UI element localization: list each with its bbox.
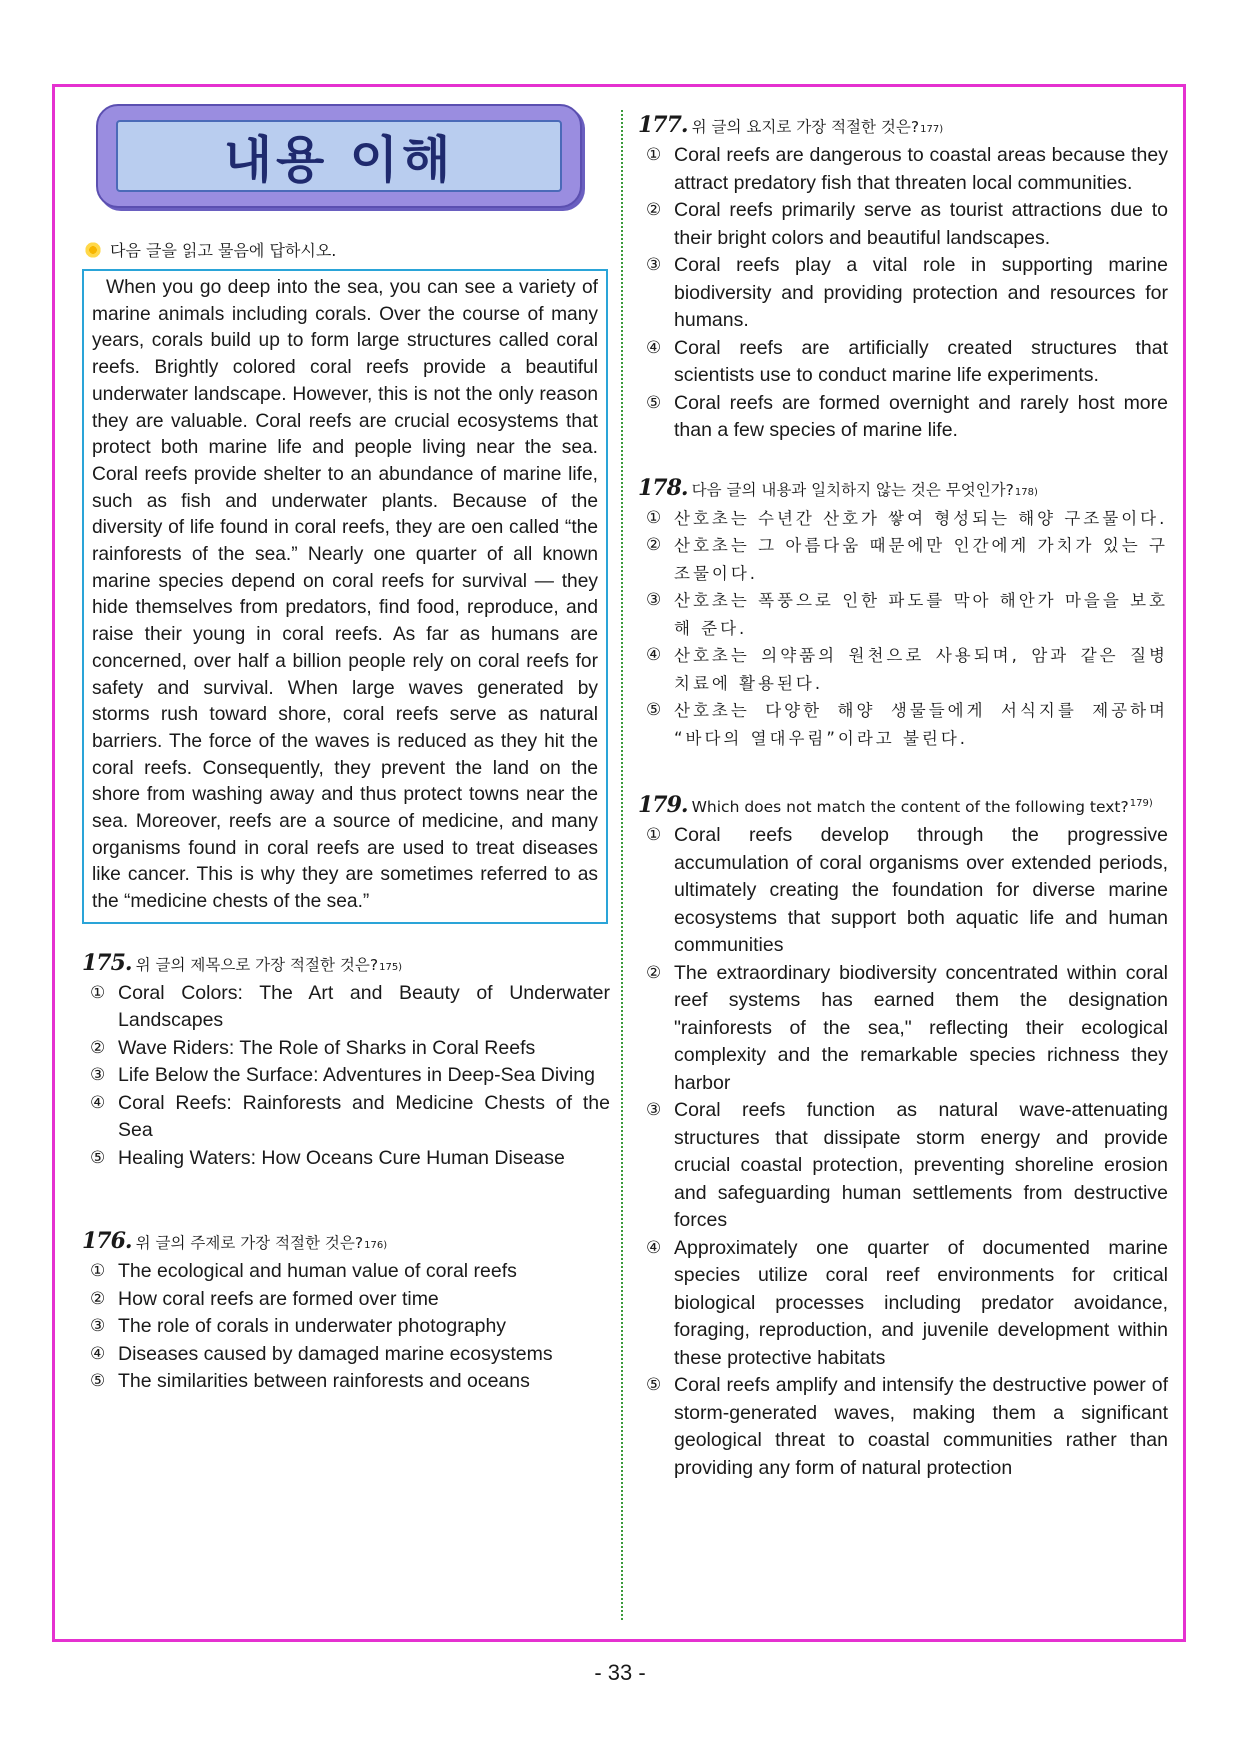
question-number: 178.: [638, 474, 688, 501]
page-title: 내용 이해: [223, 131, 455, 189]
option-text: Coral reefs are artificially created structures that scientists use to conduct marine life experiments.: [674, 336, 1168, 386]
option[interactable]: [82, 1090, 610, 1145]
option-text: Healing Waters: How Oceans Cure Human Disease: [118, 1146, 565, 1169]
footnote-ref: 178): [1014, 486, 1038, 498]
option[interactable]: [638, 587, 1168, 642]
option[interactable]: [638, 1235, 1168, 1373]
option-mark: ②: [90, 1288, 106, 1309]
option-mark: ②: [90, 1037, 106, 1058]
question-prompt: 위 글의 제목으로 가장 적절한 것은?: [135, 955, 379, 974]
option[interactable]: [638, 532, 1168, 587]
option[interactable]: [82, 1062, 610, 1090]
option[interactable]: [82, 1341, 610, 1369]
option-text: Coral reefs are formed overnight and rarely host more than a few species of marine life.: [674, 391, 1168, 441]
option-mark: ⑤: [90, 1371, 106, 1392]
question-number: 179.: [638, 792, 688, 818]
question-number: 177.: [638, 112, 688, 138]
question-175: [82, 950, 610, 1173]
column-divider: [621, 110, 623, 1620]
option[interactable]: [638, 142, 1168, 197]
option-mark: ④: [646, 1237, 662, 1258]
question-prompt-text: Which does not match the content of the following text?: [691, 798, 1129, 816]
option-mark: ③: [646, 590, 662, 610]
option[interactable]: [82, 1258, 610, 1286]
option-text: 산호초는 다양한 해양 생물들에게 서식지를 제공하며 “바다의 열대우림”이라고 불린다.: [674, 701, 1168, 748]
option-text: Coral reefs function as natural wave-attenuating structures that dissipate storm energy and provide crucial coastal protection, preventing shoreline erosion and safeguarding human settlements from destructive forces: [674, 1099, 1168, 1231]
option[interactable]: [638, 335, 1168, 390]
option-mark: ③: [646, 255, 662, 275]
option-text: 산호초는 의약품의 원천으로 사용되며, 암과 같은 질병 치료에 활용된다.: [674, 646, 1168, 693]
option[interactable]: [638, 822, 1168, 960]
option-mark: ④: [646, 337, 662, 358]
question-prompt: 위 글의 요지로 가장 적절한 것은?: [691, 118, 920, 136]
option-mark: ①: [90, 982, 106, 1003]
option[interactable]: [82, 980, 610, 1035]
page-number: - 33 -: [594, 1660, 646, 1685]
question-178: [638, 475, 1168, 753]
question-177: [638, 112, 1168, 445]
option-mark: ④: [646, 645, 662, 665]
option[interactable]: [82, 1145, 610, 1173]
option-mark: ④: [90, 1343, 106, 1364]
question-prompt: 위 글의 주제로 가장 적절한 것은?: [135, 1234, 364, 1253]
option-mark: ④: [90, 1092, 106, 1113]
title-banner-inner: [116, 120, 562, 192]
option-mark: ③: [90, 1316, 106, 1337]
option-mark: ①: [646, 507, 662, 528]
option[interactable]: [82, 1368, 610, 1396]
option-mark: ①: [90, 1261, 106, 1282]
option-mark: ②: [646, 200, 662, 220]
option[interactable]: [638, 390, 1168, 445]
option[interactable]: [638, 505, 1168, 533]
option-text: Coral Colors: The Art and Beauty of Underwater Landscapes: [118, 981, 610, 1032]
option[interactable]: [82, 1035, 610, 1063]
left-column: [82, 104, 610, 1396]
option-text: 산호초는 수년간 산호가 쌓여 형성되는 해양 구조물이다.: [674, 508, 1168, 528]
option-text: The extraordinary biodiversity concentrated within coral reef systems has earned them the designation "rainforests of the sea," reflecting their ecological complexity and the remarkable species richness they harbor: [674, 961, 1168, 1094]
title-banner: [96, 104, 582, 208]
question-176: [82, 1228, 610, 1396]
option-text: 산호초는 그 아름다움 때문에만 인간에게 가치가 있는 구조물이다.: [674, 536, 1168, 583]
option-text: Coral Reefs: Rainforests and Medicine Chests of the Sea: [118, 1091, 610, 1142]
option[interactable]: [638, 642, 1168, 697]
flower-icon: [84, 241, 102, 259]
option-text: Coral reefs primarily serve as tourist attractions due to their bright colors and beautiful landscapes.: [674, 199, 1168, 249]
option-text: 산호초는 폭풍으로 인한 파도를 막아 해안가 마을을 보호해 준다.: [674, 591, 1168, 638]
option-mark: ①: [646, 825, 662, 845]
option[interactable]: [638, 1372, 1168, 1482]
question-prompt: 다음 글의 내용과 일치하지 않는 것은 무엇인가?: [691, 480, 1014, 499]
option-text: Approximately one quarter of documented marine species utilize coral reef environments for critical biological processes including predator avoidance, foraging, reproduction, and juvenile development within these protective habitats: [674, 1236, 1168, 1369]
footnote-ref: 175): [379, 961, 403, 973]
option-text: How coral reefs are formed over time: [118, 1287, 439, 1310]
option-mark: ②: [646, 535, 662, 555]
question-number: 176.: [82, 1228, 132, 1255]
option[interactable]: [638, 1097, 1168, 1235]
option-mark: ②: [646, 962, 662, 983]
option[interactable]: [82, 1286, 610, 1314]
option[interactable]: [638, 697, 1168, 752]
option-text: The role of corals in underwater photography: [118, 1315, 507, 1338]
option-text: Coral reefs develop through the progressive accumulation of coral organisms over extended periods, ultimately creating the foundation for diverse marine ecosystems that support both aquatic life and human communities: [674, 824, 1168, 956]
option-mark: ⑤: [90, 1147, 106, 1168]
option-text: Coral reefs are dangerous to coastal areas because they attract predatory fish that threaten local communities.: [674, 144, 1168, 194]
option-mark: ③: [90, 1065, 106, 1086]
option-mark: ⑤: [646, 700, 662, 720]
footnote-ref: 177): [920, 124, 944, 135]
option[interactable]: [638, 252, 1168, 335]
footnote-ref: 176): [364, 1240, 388, 1252]
option-mark: ⑤: [646, 392, 662, 413]
option[interactable]: [82, 1313, 610, 1341]
option-mark: ③: [646, 1100, 662, 1120]
option-text: Life Below the Surface: Adventures in Deep-Sea Diving: [118, 1064, 595, 1087]
option-text: The similarities between rainforests and oceans: [118, 1370, 530, 1393]
option-mark: ⑤: [646, 1375, 662, 1395]
option[interactable]: [638, 960, 1168, 1098]
option-text: Diseases caused by damaged marine ecosystems: [118, 1342, 553, 1365]
option-mark: ①: [646, 145, 662, 165]
instruction-text: 다음 글을 읽고 물음에 답하시오.: [110, 241, 337, 260]
option-text: Coral reefs amplify and intensify the destructive power of storm-generated waves, making them a significant geological threat to coastal communities rather than providing any form of natural protection: [674, 1374, 1168, 1479]
instruction: [84, 238, 610, 261]
option-text: Wave Riders: The Role of Sharks in Coral Reefs: [118, 1036, 536, 1059]
question-179: [638, 792, 1168, 1482]
option-text: The ecological and human value of coral reefs: [118, 1260, 517, 1283]
option[interactable]: [638, 197, 1168, 252]
right-column: [638, 112, 1168, 1482]
footnote-ref: 179): [1129, 797, 1153, 809]
reading-passage: When you go deep into the sea, you can see a variety of marine animals including corals. Over the course of many years, corals build up to form large structures called coral reefs. Brightly colored coral reefs provide a beautiful underwater landscape. However, this is not the only reason they are valuable. Coral reefs are crucial ecosystems that protect both marine life and people living near the sea. Coral reefs provide shelter to an abundance of marine life, such as fish and underwater plants. Because of the diversity of life found in coral reefs, they are oen called “the rainforests of the sea.” Nearly one quarter of all known marine species depend on coral reefs for survival — they hide themselves from predators, find food, reproduce, and raise their young in coral reefs. As far as humans are concerned, over half a billion people rely on coral reefs for safety and survival. When large waves generated by storms rush toward shore, coral reefs serve as natural barriers. The force of the waves is reduced as they hit the coral reefs. Consequently, they prevent the land on the shore from washing away and thus protect towns near the sea. Moreover, reefs are a source of medicine, and many organisms found in coral reefs are used to treat diseases like cancer. This is why they are sometimes referred to as the “medicine chests of the sea.”: [82, 269, 608, 924]
question-number: 175.: [82, 949, 132, 976]
option-text: Coral reefs play a vital role in supporting marine biodiversity and providing protection and resources for humans.: [674, 254, 1168, 331]
question-prompt: [692, 798, 1153, 816]
